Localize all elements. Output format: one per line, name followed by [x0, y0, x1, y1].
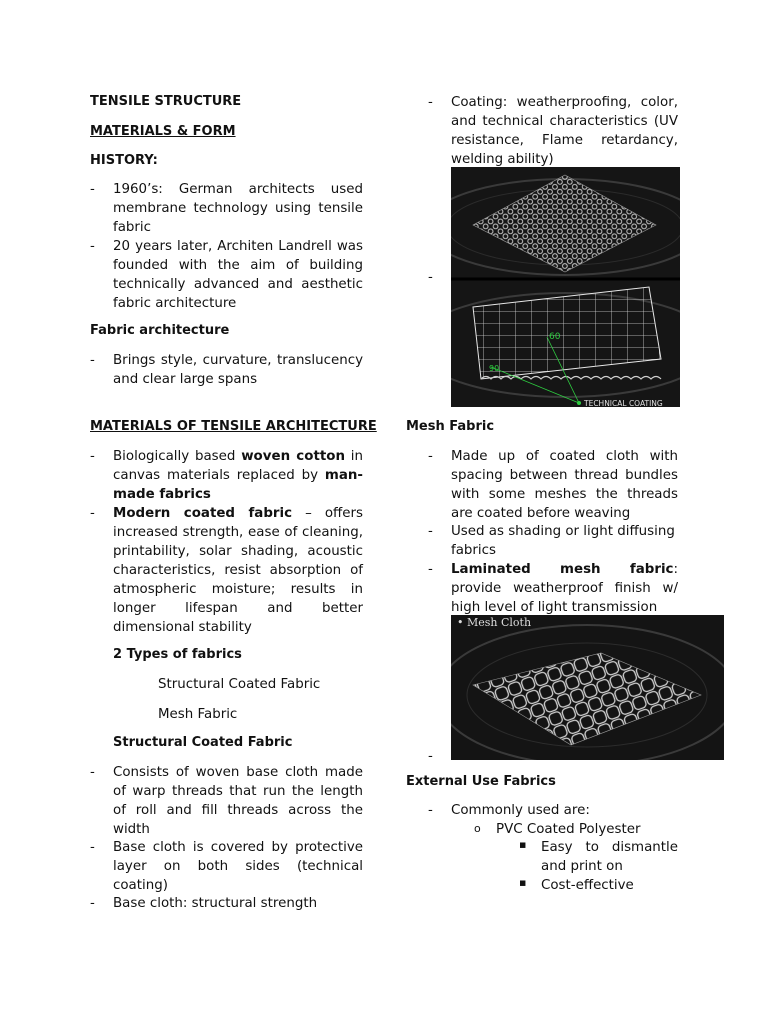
image-caption: • Mesh Cloth: [457, 616, 532, 629]
square-bullet: ▪: [519, 838, 527, 851]
structural-item-protective: Base cloth is covered by protective layer on both sides (technical coating): [113, 840, 363, 893]
mesh-cloth-image: [451, 615, 724, 760]
bullet-dash: -: [428, 562, 433, 577]
fabric-architecture-item: Brings style, curvature, translucency and clear large spans: [113, 353, 363, 387]
sub-item-pvc: PVC Coated Polyester: [496, 822, 641, 837]
circle-bullet: o: [474, 822, 481, 835]
section-materials-tensile: MATERIALS OF TENSILE ARCHITECTURE: [90, 419, 377, 434]
section-mesh-fabric: Mesh Fabric: [406, 419, 495, 434]
type-structural-coated: Structural Coated Fabric: [158, 677, 321, 692]
angle-label: 60: [549, 332, 561, 342]
bullet-dash: -: [90, 896, 95, 911]
angle-label: 90: [489, 364, 500, 373]
bullet-dash: -: [90, 506, 95, 521]
bullet-dash: -: [428, 749, 433, 764]
document-title: TENSILE STRUCTURE: [90, 94, 242, 109]
section-structural-coated: Structural Coated Fabric: [113, 735, 293, 750]
history-item-architen: 20 years later, Architen Landrell was founded with the aim of building technically advanced and aesthetic fabric architecture: [113, 239, 363, 311]
bullet-dash: -: [90, 449, 95, 464]
technical-coating-image: [451, 167, 680, 407]
section-fabric-architecture: Fabric architecture: [90, 323, 230, 338]
mesh-item-laminated: Laminated mesh fabric: provide weatherproof finish w/ high level of light transmission: [451, 562, 678, 615]
coating-item: Coating: weatherproofing, color, and technical characteristics (UV resistance, Flame retardancy, welding ability): [451, 95, 678, 167]
materials-item-coated: Modern coated fabric – offers increased strength, ease of cleaning, printability, solar shading, acoustic characteristics, resist absorption of atmospheric moisture; results in longer lifespan and better dimensional stability: [113, 506, 363, 635]
section-history: HISTORY:: [90, 153, 158, 168]
bullet-dash: -: [90, 353, 95, 368]
section-materials-form: MATERIALS & FORM: [90, 124, 236, 139]
bullet-dash: -: [428, 449, 433, 464]
square-bullet: ▪: [519, 876, 527, 889]
bullet-dash: -: [428, 270, 433, 285]
section-external-use: External Use Fabrics: [406, 774, 556, 789]
bullet-dash: -: [428, 803, 433, 818]
section-two-types: 2 Types of fabrics: [113, 647, 242, 662]
external-item-common: Commonly used are:: [451, 803, 590, 818]
bullet-dash: -: [90, 239, 95, 254]
sub-sub-item-dismantle: Easy to dismantle and print on: [541, 840, 678, 874]
mesh-item-shading: Used as shading or light diffusing fabrics: [451, 524, 675, 558]
bullet-dash: -: [90, 182, 95, 197]
bullet-dash: -: [428, 95, 433, 110]
type-mesh: Mesh Fabric: [158, 707, 238, 722]
materials-item-cotton: Biologically based woven cotton in canvas materials replaced by man-made fabrics: [113, 449, 363, 502]
image-caption: TECHNICAL COATING: [584, 399, 663, 407]
mesh-item-coated-cloth: Made up of coated cloth with spacing between thread bundles with some meshes the threads are coated before weaving: [451, 449, 678, 521]
mesh-cloth-illustration: [451, 615, 724, 760]
history-item-1960s: 1960’s: German architects used membrane technology using tensile fabric: [113, 182, 363, 235]
bullet-dash: -: [90, 840, 95, 855]
bullet-dash: -: [428, 524, 433, 539]
structural-item-woven: Consists of woven base cloth made of warp threads that run the length of roll and fill threads across the width: [113, 765, 363, 837]
sub-sub-item-cost: Cost-effective: [541, 878, 634, 893]
structural-item-strength: Base cloth: structural strength: [113, 896, 318, 911]
woven-fabric-illustration: [451, 167, 680, 407]
bullet-dash: -: [90, 765, 95, 780]
